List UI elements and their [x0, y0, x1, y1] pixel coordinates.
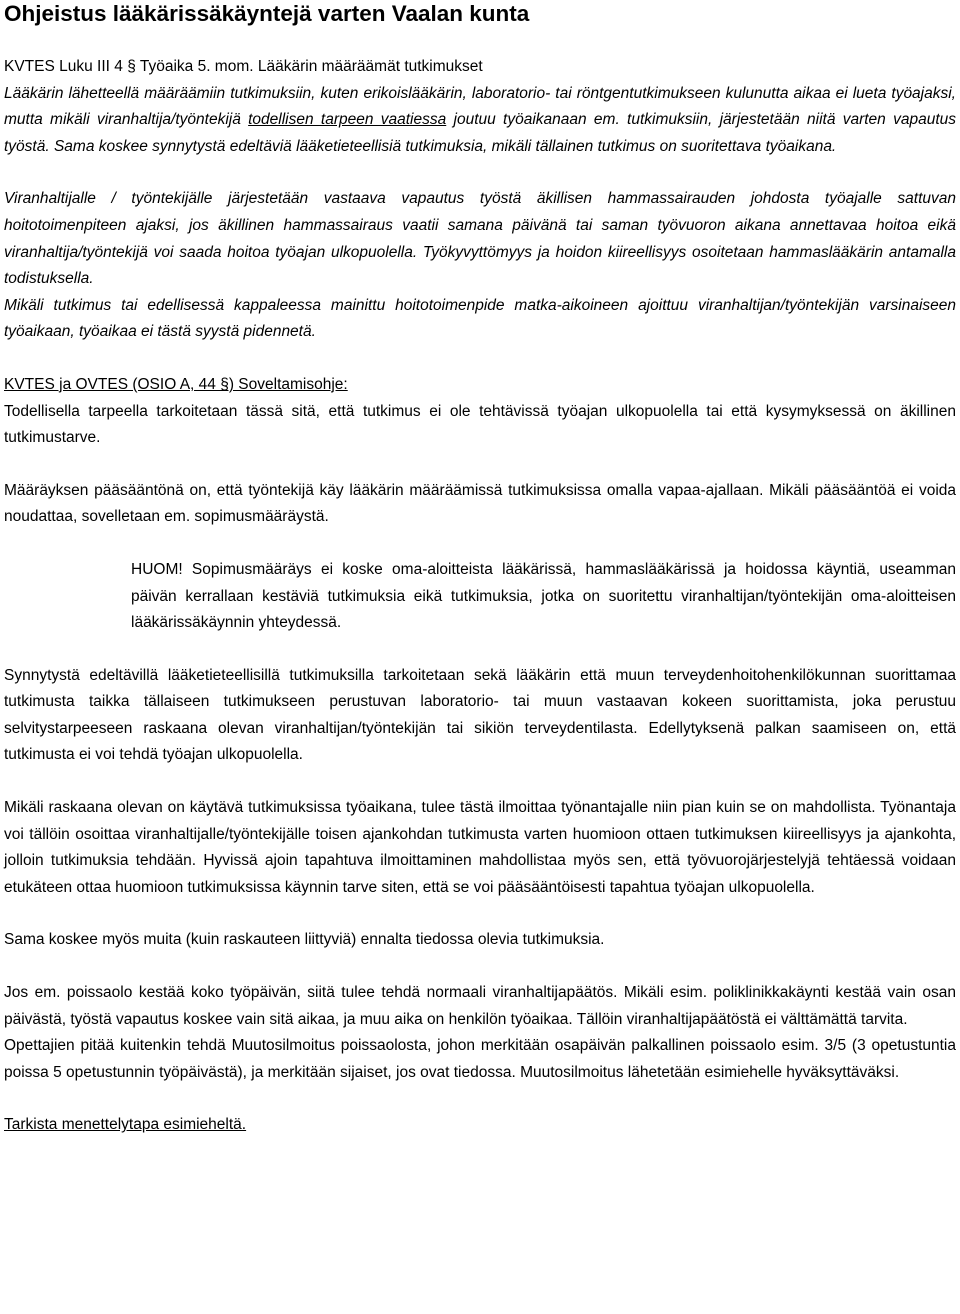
real-need-underlined-phrase: todellisen tarpeen vaatiessa: [248, 111, 447, 129]
section1-p1-text-a: Lääkärin lähetteellä määräämiin tutkimuksiin, kuten erikoislääkärin, laboratorio- tai röntgentutkimukseen kulunutta aikaa ei lueta työajaksi, mutta mikäli viranhaltija/työntekijä: [4, 84, 956, 129]
section1-heading: KVTES Luku III 4 § Työaika 5. mom. Lääkärin määräämät tutkimukset: [4, 58, 483, 75]
section1-paragraph-1: [4, 81, 956, 161]
section2-paragraph-3: Synnytystä edeltävillä lääketieteellisillä tutkimuksilla tarkoitetaan sekä lääkärin että muun terveydenhoitohenkilökunnan suorittamaa tutkimusta taikka tällaiseen tutkimukseen perustuvan laboratorio- tai muun vastaavan kokeen suorittamista, joka perustuu selvitystarpeeseen raskaana olevan viranhaltijan/työntekijän tai sikiön terveydentilasta. Edellytyksenä palkan saamiseen on, että tutkimusta ei voi tehdä työajan ulkopuolella.: [4, 666, 956, 764]
section2-paragraph-6: Jos em. poissaolo kestää koko työpäivän, siitä tulee tehdä normaali viranhaltijapäätös. Mikäli esim. poliklinikkakäynti kestää vain osan päivästä, työstä vapautus koskee vain sitä aikaa, ja muu aika on henkilön työaikaa. Tällöin viranhaltijapäätöstä ei välttämättä tarvita.: [4, 984, 956, 1028]
section2-paragraph-7: Opettajien pitää kuitenkin tehdä Muutosilmoitus poissaolosta, johon merkitään osapäivän palkallinen poissaolo esim. 3/5 (3 opetustuntia poissa 5 opetustunnin työpäivästä), ja merkitään sijaiset, jos ovat tiedossa. Muutosilmoitus lähetetään esimiehelle hyväksyttäväksi.: [4, 1037, 956, 1081]
document-page: [4, 0, 956, 1139]
section1-p1-text-b: joutuu työaikanaan em. tutkimuksiin, järjestetään niitä varten vapautus työstä. Sama koskee synnytystä edeltäviä lääketieteellisiä tutkimuksia, mikäli tällainen tutkimus on suoritettava työaikana.: [4, 111, 956, 155]
document-title: Ohjeistus lääkärissäkäyntejä varten Vaalan kunta: [4, 1, 530, 26]
section1-paragraph-2: Viranhaltijalle / työntekijälle järjestetään vastaava vapautus työstä äkillisen hammassairauden johdosta työajalle sattuvan hoitotoimenpiteen ajaksi, jos äkillinen hammassairaus vaatii samana päivänä tai saman työvuoron aikana annettavaa hoitoa eikä viranhaltija/työntekijä voi saada hoitoa työajan ulkopuolella. Työkyvyttömyys ja hoidon kiireellisyys osoitetaan hammaslääkärin antamalla todistuksella.: [4, 190, 956, 288]
section1-paragraph-3: Mikäli tutkimus tai edellisessä kappaleessa mainittu hoitotoimenpide matka-aikoineen ajoittuu viranhaltijan/työntekijän varsinaiseen työaikaan, työaikaa ei tästä syystä pidennetä.: [4, 296, 956, 341]
section2-paragraph-1: Todellisella tarpeella tarkoitetaan tässä sitä, että tutkimus ei ole tehtävissä työajan ulkopuolella tai että kysymyksessä on äkillinen tutkimustarve.: [4, 402, 956, 447]
huom-note: HUOM! Sopimusmääräys ei koske oma-aloitteista lääkärissä, hammaslääkärissä ja hoidossa käyntiä, useamman päivän kerrallaan kestäviä tutkimuksia eikä tutkimuksia, jotka on suoritettu viranhaltijan/työntekijän oma-aloitteisen lääkärissäkäynnin yhteydessä.: [131, 560, 956, 632]
section2-heading: KVTES ja OVTES (OSIO A, 44 §) Soveltamisohje:: [4, 375, 348, 393]
footer-check-procedure: Tarkista menettelytapa esimieheltä.: [4, 1116, 247, 1134]
section2-paragraph-2: Määräyksen pääsääntönä on, että työntekijä käy lääkärin määräämissä tutkimuksissa omalla vapaa-ajallaan. Mikäli pääsääntöä ei voida noudattaa, sovelletaan em. sopimusmääräystä.: [4, 481, 956, 526]
section2-paragraph-4: Mikäli raskaana olevan on käytävä tutkimuksissa työaikana, tulee tästä ilmoittaa työnantajalle niin pian kuin se on mahdollista. Työnantaja voi tällöin osoittaa viranhaltijalle/työntekijälle toisen ajankohdan tutkimusta varten huomioon ottaen tutkimuksen kiireellisyys ja ajankohta, jolloin tutkimuksia tehdään. Hyvissä ajoin tapahtuva ilmoittaminen mahdollistaa myös sen, että työvuorojärjestelyjä tehtäessä voidaan etukäteen ottaa huomioon tutkimuksissa käynnin tarve siten, että se voi pääsääntöisesti tapahtua työajan ulkopuolella.: [4, 799, 956, 896]
section2-paragraph-5: Sama koskee myös muita (kuin raskauteen liittyviä) ennalta tiedossa olevia tutkimuksia.: [4, 931, 605, 949]
